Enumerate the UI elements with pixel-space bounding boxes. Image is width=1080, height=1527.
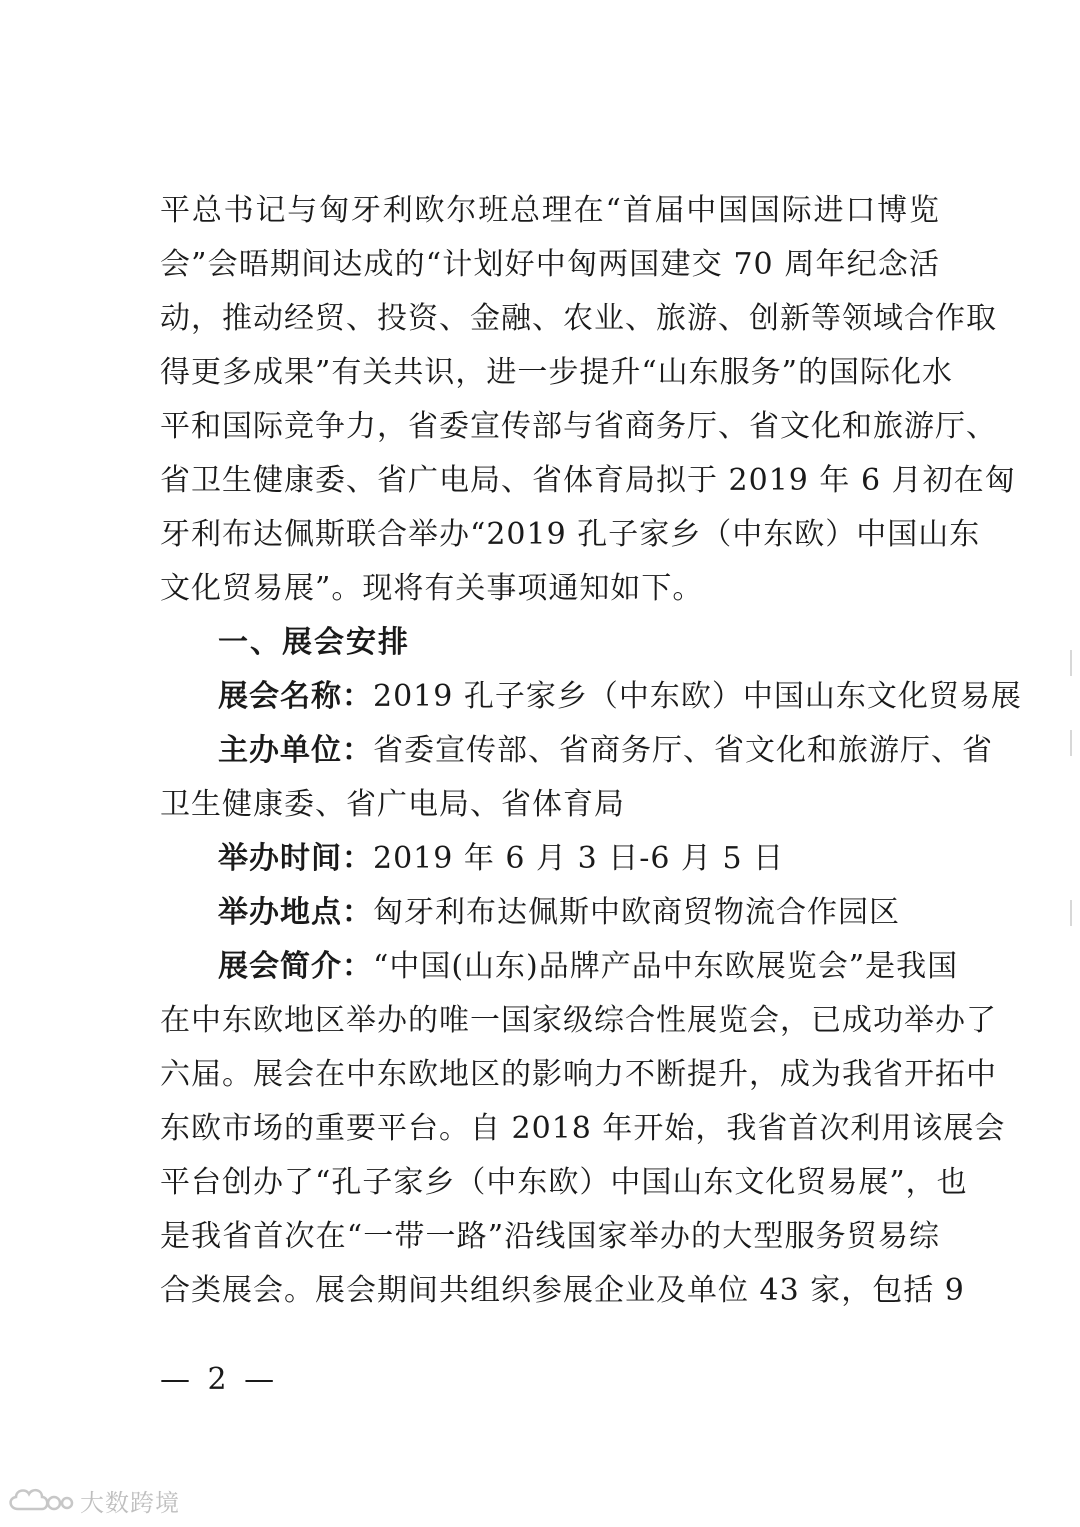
watermark-text: 大数跨境: [80, 1488, 180, 1517]
intro-line-4: 平台创办了“孔子家乡（中东欧）中国山东文化贸易展”，也: [160, 1165, 968, 1200]
section-heading: 一、展会安排: [218, 625, 410, 660]
host-label: 主办单位：: [218, 733, 373, 768]
watermark: [4, 1480, 180, 1520]
intro-line-1: 在中东欧地区举办的唯一国家级综合性展览会，已成功举办了: [160, 1003, 997, 1038]
host-value-1: 省委宣传部、省商务厅、省文化和旅游厅、省: [373, 733, 993, 768]
body-line-1: 平总书记与匈牙利欧尔班总理在“首届中国国际进口博览: [160, 193, 940, 228]
place-row: [218, 886, 940, 940]
place-value: 匈牙利布达佩斯中欧商贸物流合作园区: [373, 895, 900, 930]
time-value: 2019 年 6 月 3 日-6 月 5 日: [373, 841, 785, 876]
body-line-8: 文化贸易展”。现将有关事项通知如下。: [160, 571, 704, 606]
body-line-2: 会”会晤期间达成的“计划好中匈两国建交 70 周年纪念活: [160, 247, 940, 282]
page-number: — 2 —: [160, 1362, 279, 1397]
body-line-7: 牙利布达佩斯联合举办“2019 孔子家乡（中东欧）中国山东: [160, 517, 981, 552]
intro-line-3: 东欧市场的重要平台。自 2018 年开始，我省首次利用该展会: [160, 1111, 1006, 1146]
scan-mark: [1070, 650, 1072, 676]
body-line-4: 得更多成果”有关共识，进一步提升“山东服务”的国际化水: [160, 355, 954, 390]
exhibition-name-row: [218, 670, 1022, 724]
intro-line-5: 是我省首次在“一带一路”沿线国家举办的大型服务贸易综: [160, 1219, 940, 1254]
body-line-6: 省卫生健康委、省广电局、省体育局拟于 2019 年 6 月初在匈: [160, 463, 1016, 498]
body-line-3: 动，推动经贸、投资、金融、农业、旅游、创新等领域合作取: [160, 301, 997, 336]
intro-line-6: 合类展会。展会期间共组织参展企业及单位 43 家，包括 9: [160, 1273, 965, 1308]
body-line-5: 平和国际竞争力，省委宣传部与省商务厅、省文化和旅游厅、: [160, 409, 997, 444]
time-row: [218, 832, 940, 886]
place-label: 举办地点：: [218, 895, 373, 930]
cloud-logo-icon: [4, 1483, 74, 1517]
time-label: 举办时间：: [218, 841, 373, 876]
intro-line-2: 六届。展会在中东欧地区的影响力不断提升，成为我省开拓中: [160, 1057, 997, 1092]
host-row: [218, 724, 993, 778]
host-value-2: 卫生健康委、省广电局、省体育局: [160, 787, 625, 822]
scan-mark: [1070, 900, 1072, 926]
intro-label: 展会简介：: [218, 949, 373, 984]
scan-mark: [1070, 730, 1072, 756]
intro-row: [218, 940, 959, 994]
intro-first: “中国(山东)品牌产品中东欧展览会”是我国: [373, 949, 959, 984]
exhibition-name-value: 2019 孔子家乡（中东欧）中国山东文化贸易展: [373, 679, 1022, 714]
exhibition-name-label: 展会名称：: [218, 679, 373, 714]
